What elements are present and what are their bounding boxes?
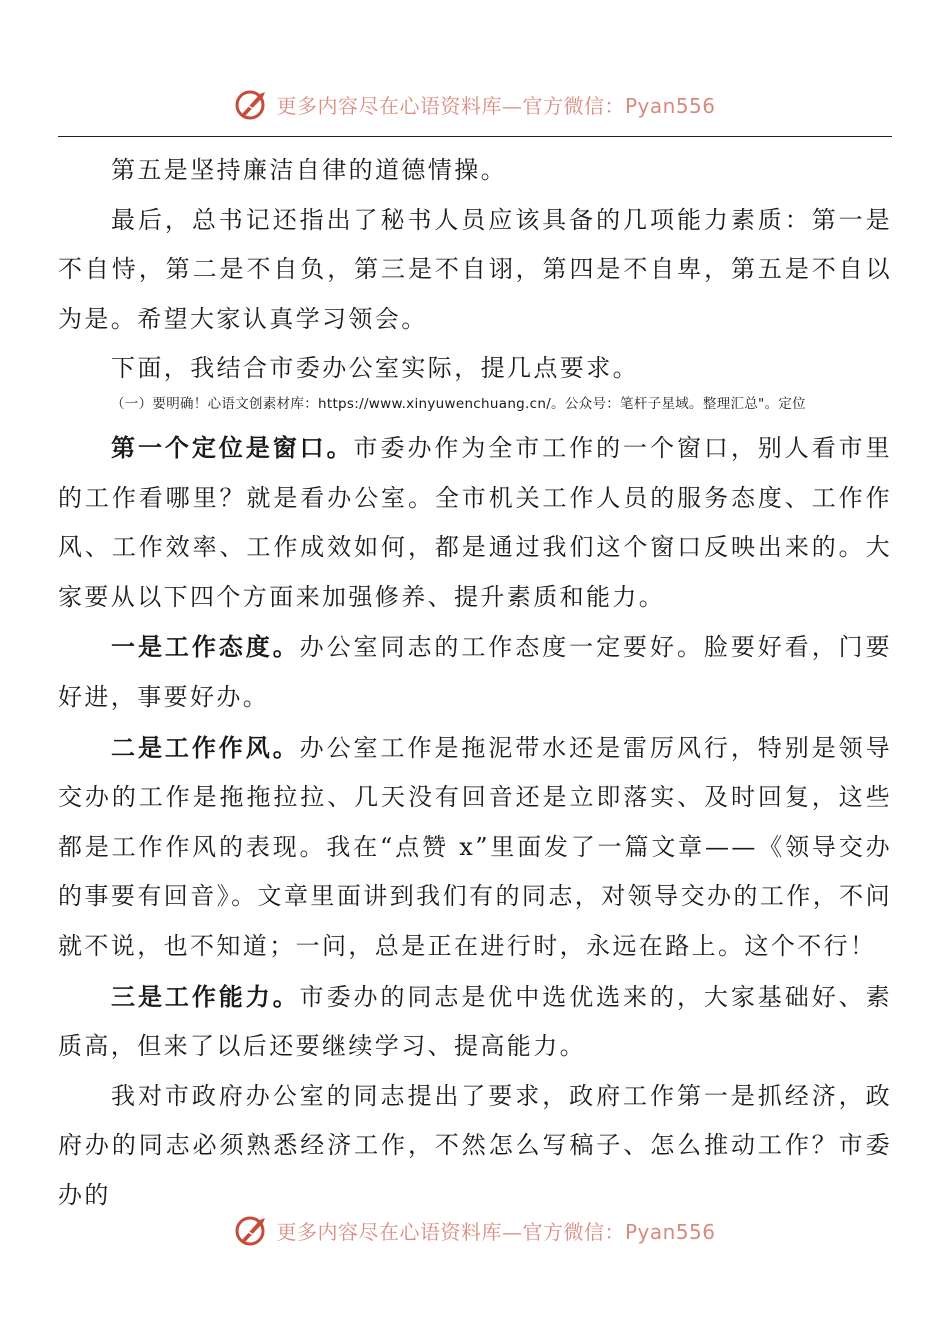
paragraph-text: 办公室同志的工作态度一定要好。脸要好看，门要好进，事要好办。 [58,633,892,711]
header-divider [58,136,892,137]
paragraph: 第五是坚持廉洁自律的道德情操。 [111,156,507,184]
section-heading: 二是工作作风。 [111,732,300,762]
footer-banner [0,1210,950,1250]
section-heading: 三是工作能力。 [111,981,300,1011]
inline-note: （一）要明确！心语文创素材库：https://www.xinyuwenchuang.cn/。公众号：笔杆子星域。整理汇总"。定位 [111,395,806,412]
paragraph: 我对市政府办公室的同志提出了要求，政府工作第一是抓经济，政府办的同志必须熟悉经济工作，不然怎么写稿子、怎么推动工作？市委办的 [58,1081,892,1209]
paragraph: 下面，我结合市委办公室实际，提几点要求。 [111,354,639,383]
section-heading: 第一个定位是窗口。 [111,432,354,462]
pen-in-circle-logo [234,1212,270,1248]
section-heading: 一是工作态度。 [111,632,300,662]
header-wechat-id: Pyan556 [624,93,716,118]
paragraph-text: 市委办的同志是优中选优选来的，大家基础好、素质高，但来了以后还要继续学习、提高能力。 [58,982,892,1061]
footer-banner-text: 更多内容尽在心语资料库—官方微信：Pyan556 [276,1219,716,1244]
paragraph [58,622,892,722]
paragraph [58,423,892,622]
header-banner-text: 更多内容尽在心语资料库—官方微信：Pyan556 [276,93,716,118]
document-body [58,146,892,1220]
paragraph [58,723,892,972]
paragraph: 最后，总书记还指出了秘书人员应该具备的几项能力素质：第一是不自恃，第二是不自负，第三是不自诩，第四是不自卑，第五是不自以为是。希望大家认真学习领会。 [58,205,892,333]
paragraph-text: 办公室工作是拖泥带水还是雷厉风行，特别是领导交办的工作是拖拖拉拉、几天没有回音还是立即落实、及时回复，这些都是工作作风的表现。我在“点赞 x”里面发了一篇文章——《领导交办的事要有回音》。文章里面讲到我们有的同志，对领导交办的工作，不问就不说，也不知道；一问，总是正在进行时，永远在路上。这个不行！ [58,733,892,960]
paragraph [58,972,892,1072]
paragraph-text: 市委办作为全市工作的一个窗口，别人看市里的工作看哪里？就是看办公室。全市机关工作人员的服务态度、工作作风、工作效率、工作成效如何，都是通过我们这个窗口反映出来的。大家要从以下四个方面来加强修养、提升素质和能力。 [58,433,892,611]
pen-in-circle-logo [234,86,270,122]
header-banner [0,84,950,124]
footer-wechat-id: Pyan556 [624,1219,716,1244]
